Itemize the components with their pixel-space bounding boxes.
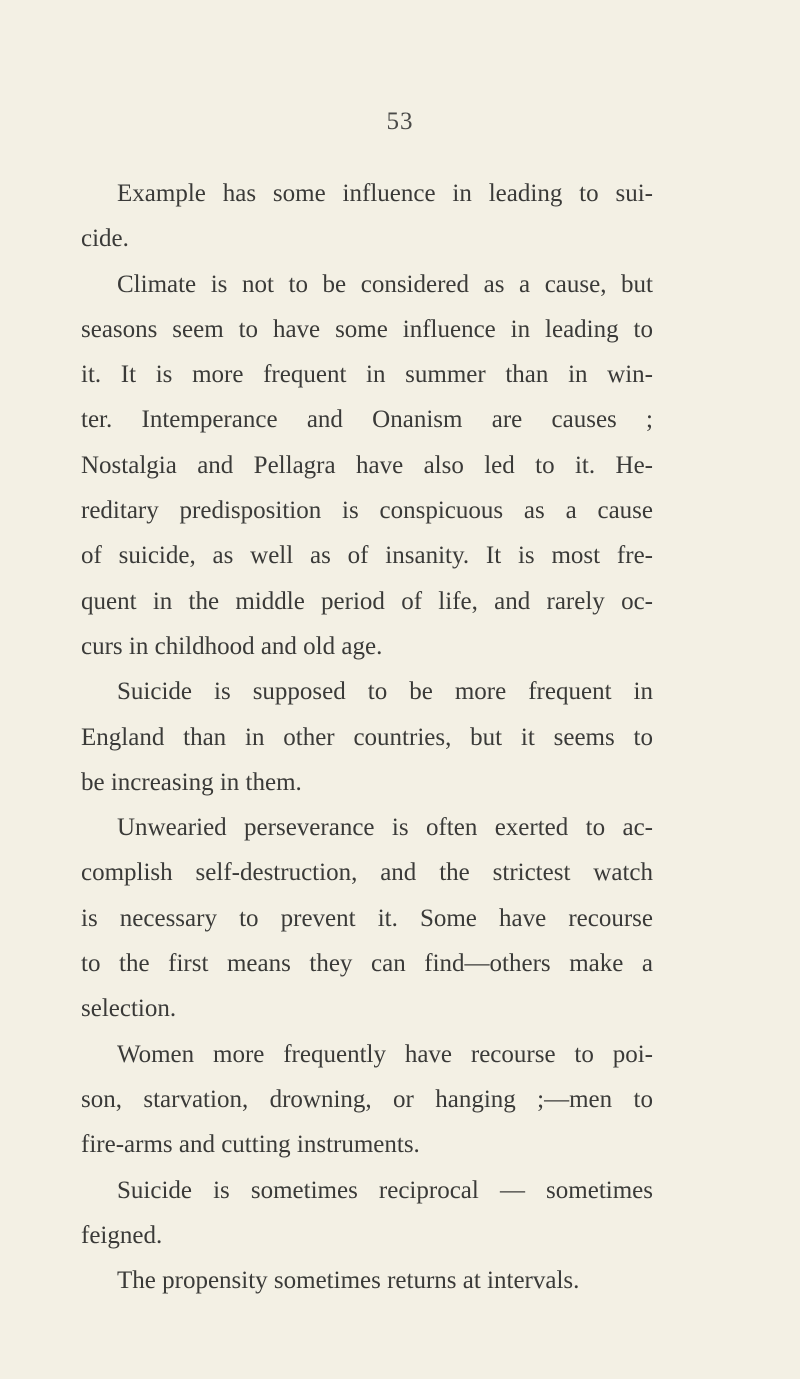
- paragraph: [81, 171, 653, 262]
- text-line: England than in other countries, but it seems to: [81, 723, 653, 751]
- page-number: 53: [386, 108, 414, 135]
- paragraph: [81, 669, 653, 805]
- text-line: son, starvation, drowning, or hanging ;—men to: [81, 1085, 653, 1113]
- text-line: fire-arms and cutting instruments.: [81, 1131, 420, 1159]
- text-line: reditary predisposition is conspicuous as a cause: [81, 497, 653, 525]
- text-line: complish self-destruction, and the strictest watch: [81, 859, 653, 887]
- paragraph: [81, 1168, 653, 1259]
- text-line: Suicide is sometimes reciprocal — sometimes: [117, 1176, 653, 1204]
- paragraph: [81, 1032, 653, 1168]
- text-line: feigned.: [81, 1221, 163, 1249]
- text-line: to the first means they can find—others make a: [81, 950, 653, 978]
- text-line: The propensity sometimes returns at intervals.: [117, 1267, 580, 1295]
- text-line: of suicide, as well as of insanity. It is most fre-: [81, 542, 653, 570]
- text-line: it. It is more frequent in summer than in win-: [81, 361, 653, 389]
- text-line: Example has some influence in leading to sui-: [117, 180, 653, 207]
- text-line: quent in the middle period of life, and rarely oc-: [81, 587, 653, 615]
- paragraph: [81, 262, 653, 670]
- text-line: seasons seem to have some influence in leading to: [81, 315, 653, 343]
- text-line: cide.: [81, 225, 129, 253]
- text-line: Climate is not to be considered as a cause, but: [117, 270, 653, 298]
- text-line: Women more frequently have recourse to poi-: [117, 1040, 653, 1068]
- text-line: Unwearied perseverance is often exerted to ac-: [117, 814, 653, 842]
- text-line: Suicide is supposed to be more frequent in: [117, 678, 653, 706]
- paragraph: [81, 1258, 653, 1303]
- body-text: [81, 171, 653, 1303]
- text-line: curs in childhood and old age.: [81, 632, 383, 660]
- text-line: be increasing in them.: [81, 768, 302, 796]
- text-line: ter. Intemperance and Onanism are causes ;: [81, 406, 653, 434]
- paragraph: [81, 805, 653, 1031]
- text-line: is necessary to prevent it. Some have recourse: [81, 904, 653, 932]
- text-line: Nostalgia and Pellagra have also led to it. He-: [81, 451, 653, 479]
- text-line: selection.: [81, 995, 177, 1023]
